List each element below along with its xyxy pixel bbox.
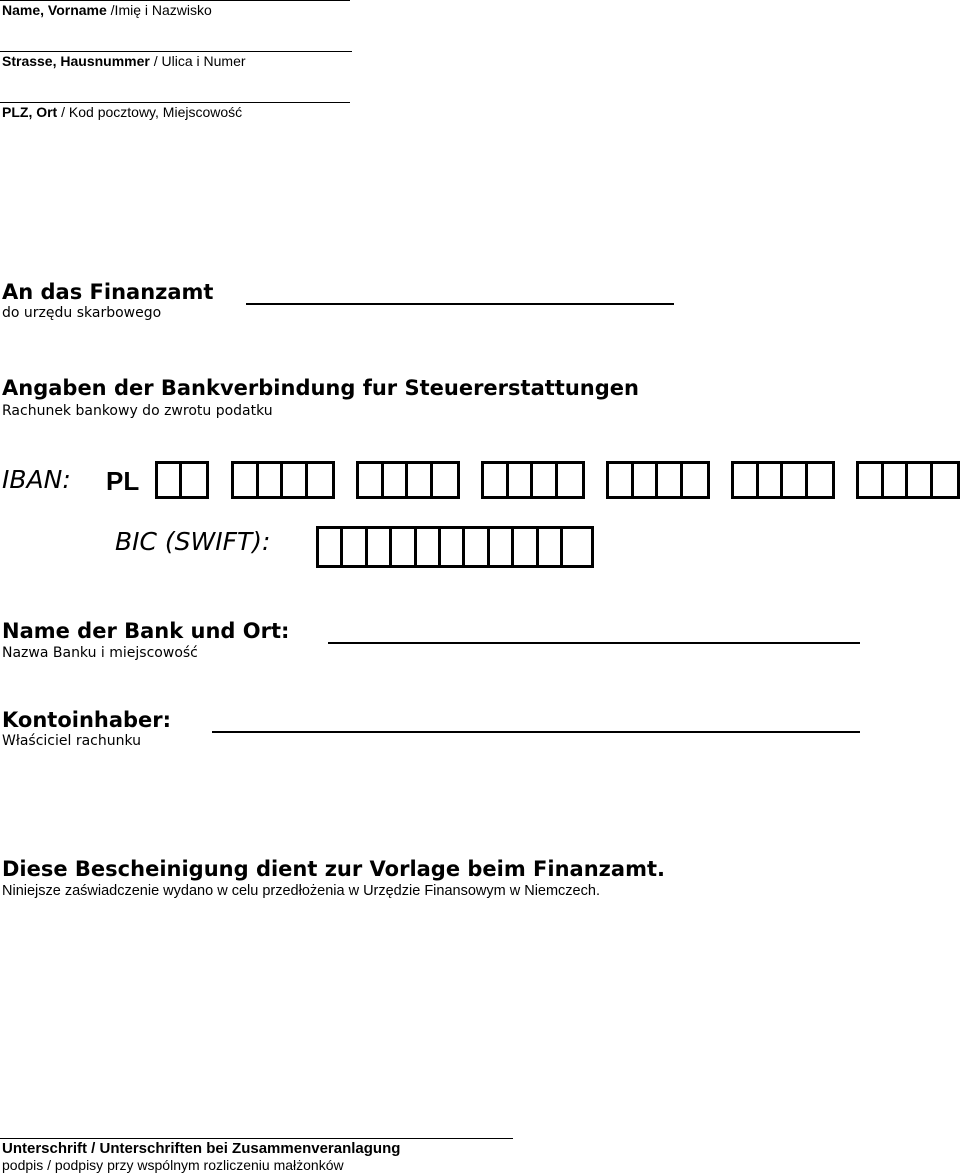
street-label-pl: / Ulica i Numer <box>149 53 246 69</box>
iban-cell[interactable] <box>308 464 333 496</box>
iban-cell[interactable] <box>158 464 182 496</box>
signature-subtitle: podpis / podpisy przy wspólnym rozliczeniu małżonków <box>2 1157 344 1173</box>
iban-cell[interactable] <box>808 464 833 496</box>
bic-cell[interactable] <box>465 529 489 565</box>
iban-cell[interactable] <box>683 464 708 496</box>
notice-title: Diese Bescheinigung dient zur Vorlage beim Finanzamt. <box>2 857 665 881</box>
bank-name-line[interactable] <box>328 642 860 644</box>
iban-cell[interactable] <box>182 464 206 496</box>
notice-subtitle: Niniejsze zaświadczenie wydano w celu przedłożenia w Urzędzie Finansowym w Niemczech. <box>2 883 600 899</box>
bic-cell[interactable] <box>319 529 343 565</box>
iban-cell[interactable] <box>609 464 634 496</box>
iban-cell[interactable] <box>859 464 884 496</box>
street-line[interactable] <box>0 51 352 52</box>
iban-group-6[interactable] <box>731 461 835 499</box>
iban-cell[interactable] <box>283 464 308 496</box>
bic-cell[interactable] <box>539 529 563 565</box>
iban-cell[interactable] <box>884 464 909 496</box>
iban-cell[interactable] <box>484 464 509 496</box>
name-label-pl: /Imię i Nazwisko <box>106 2 212 18</box>
signature-label: Unterschrift / Unterschriften bei Zusammenveranlagung <box>2 1140 401 1157</box>
bic-cell[interactable] <box>417 529 441 565</box>
bic-cell[interactable] <box>514 529 538 565</box>
city-label-de: PLZ, Ort <box>2 104 58 120</box>
bank-name-subtitle: Nazwa Banku i miejscowość <box>2 645 198 661</box>
holder-label: Kontoinhaber: <box>2 708 172 732</box>
office-line[interactable] <box>246 303 674 305</box>
street-label <box>2 53 246 69</box>
iban-cell[interactable] <box>533 464 558 496</box>
signature-line[interactable] <box>0 1138 513 1139</box>
street-label-de: Strasse, Hausnummer <box>2 53 150 69</box>
city-label <box>2 104 242 120</box>
name-label-de: Name, Vorname <box>2 2 107 18</box>
bic-cell[interactable] <box>563 529 587 565</box>
bank-section-title: Angaben der Bankverbindung fur Steuererstattungen <box>2 376 639 400</box>
iban-group-2[interactable] <box>231 461 335 499</box>
iban-cell[interactable] <box>384 464 409 496</box>
bic-input[interactable] <box>316 526 594 568</box>
iban-cell[interactable] <box>259 464 284 496</box>
bic-cell[interactable] <box>441 529 465 565</box>
iban-group-7[interactable] <box>856 461 960 499</box>
office-title: An das Finanzamt <box>2 280 214 304</box>
iban-cell[interactable] <box>509 464 534 496</box>
iban-cell[interactable] <box>933 464 958 496</box>
iban-cell[interactable] <box>359 464 384 496</box>
iban-group-1[interactable] <box>155 461 209 499</box>
bank-section-subtitle: Rachunek bankowy do zwrotu podatku <box>2 403 273 419</box>
iban-cell[interactable] <box>558 464 583 496</box>
name-line[interactable] <box>0 0 350 1</box>
iban-cell[interactable] <box>634 464 659 496</box>
bic-cell[interactable] <box>368 529 392 565</box>
bic-cell[interactable] <box>343 529 367 565</box>
bic-cell[interactable] <box>490 529 514 565</box>
bic-cell[interactable] <box>392 529 416 565</box>
iban-label: IBAN: <box>2 465 71 494</box>
iban-group-4[interactable] <box>481 461 585 499</box>
iban-cell[interactable] <box>783 464 808 496</box>
holder-subtitle: Właściciel rachunku <box>2 733 142 749</box>
name-label <box>2 2 212 18</box>
iban-group-3[interactable] <box>356 461 460 499</box>
iban-cell[interactable] <box>734 464 759 496</box>
iban-group-5[interactable] <box>606 461 710 499</box>
city-label-pl: / Kod pocztowy, Miejscowość <box>57 104 243 120</box>
iban-cell[interactable] <box>433 464 458 496</box>
iban-cell[interactable] <box>408 464 433 496</box>
office-subtitle: do urzędu skarbowego <box>2 305 162 321</box>
bic-label: BIC (SWIFT): <box>115 527 271 556</box>
iban-cell[interactable] <box>759 464 784 496</box>
bank-name-label: Name der Bank und Ort: <box>2 619 290 643</box>
holder-line[interactable] <box>212 731 860 733</box>
iban-country-code: PL <box>106 466 140 496</box>
iban-cell[interactable] <box>658 464 683 496</box>
iban-cell[interactable] <box>908 464 933 496</box>
iban-cell[interactable] <box>234 464 259 496</box>
city-line[interactable] <box>0 102 350 103</box>
